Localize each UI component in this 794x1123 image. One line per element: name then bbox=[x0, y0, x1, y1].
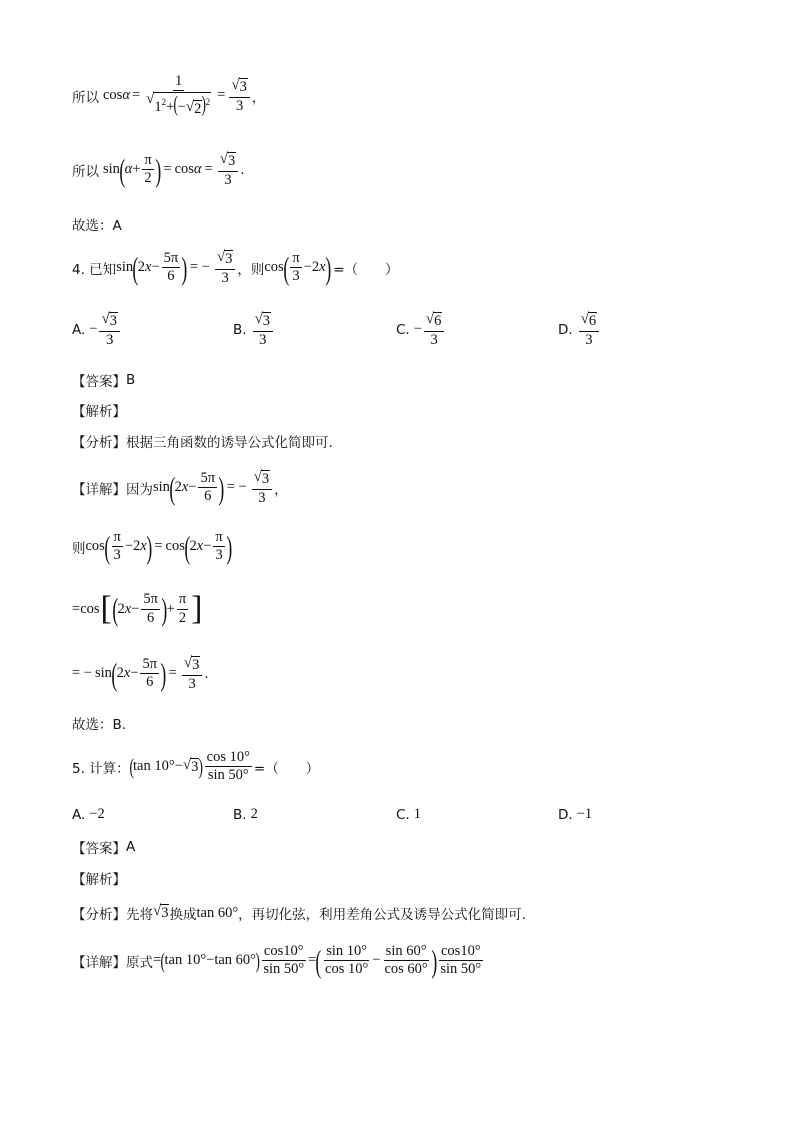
plus: + bbox=[166, 99, 175, 116]
fenxi-text-2: 换成 bbox=[169, 907, 197, 923]
tan-60: tan 60° bbox=[214, 952, 256, 969]
option-label: C. bbox=[396, 806, 410, 823]
option-label: C. bbox=[396, 321, 410, 338]
fn-cos: cos bbox=[85, 538, 105, 555]
fenxi-tag: 【分析】 bbox=[72, 435, 126, 451]
eq-sign: = bbox=[72, 600, 81, 617]
frac-num-3: sin 60° bbox=[384, 944, 429, 961]
fn-cos-2: cos bbox=[165, 538, 185, 555]
minus: − bbox=[130, 665, 139, 682]
minus: − bbox=[174, 758, 183, 775]
fraction-numerator: 1 bbox=[173, 74, 184, 91]
frac-num-2: π bbox=[213, 530, 224, 547]
minus-2: −2 bbox=[303, 259, 320, 276]
eq-sign: = − bbox=[189, 259, 210, 276]
q4-prefix: 4. 已知 bbox=[72, 261, 117, 278]
frac-den: 6 bbox=[204, 488, 212, 505]
option-den: 3 bbox=[259, 331, 267, 348]
result-num: 3 bbox=[227, 153, 236, 169]
frac-den: 3 bbox=[113, 547, 121, 564]
frac-den-2: 2 bbox=[178, 609, 187, 626]
eq-sign-2: = bbox=[217, 87, 226, 104]
tan-10: tan 10° bbox=[164, 952, 207, 969]
option-value: −2 bbox=[89, 806, 105, 822]
result-num: 3 bbox=[239, 79, 247, 95]
frac-num-4: cos10° bbox=[439, 944, 483, 961]
frac-num: π bbox=[112, 530, 123, 547]
fn-cos: cos bbox=[264, 259, 284, 276]
tan-60: tan 60° bbox=[196, 904, 239, 921]
fraction bbox=[162, 251, 181, 284]
var-x: x bbox=[181, 479, 189, 496]
option-num: 6 bbox=[434, 313, 442, 329]
result-den: 3 bbox=[235, 97, 244, 114]
q5-option-a bbox=[72, 806, 105, 823]
frac-den: 6 bbox=[167, 268, 175, 285]
eq-sign: = bbox=[154, 538, 163, 555]
text-prefix: 所以 bbox=[72, 163, 99, 180]
result-den: 3 bbox=[188, 675, 196, 692]
minus: − bbox=[206, 952, 215, 969]
den-exp1: 2 bbox=[161, 97, 167, 108]
frac-num: 5π bbox=[162, 251, 181, 268]
frac-den: 2 bbox=[144, 170, 152, 187]
result-num: 3 bbox=[225, 251, 233, 267]
result-den: 3 bbox=[221, 269, 229, 286]
plus: + bbox=[166, 600, 175, 617]
fenxi-text: 根据三角函数的诱导公式化简即可. bbox=[126, 435, 333, 451]
var-x: x bbox=[145, 259, 152, 276]
frac-den-4: sin 50° bbox=[440, 961, 482, 978]
var-x-2: x bbox=[196, 538, 204, 555]
eq-sign: = bbox=[131, 87, 141, 104]
blank-paren: =（ ） bbox=[333, 261, 399, 278]
den-exp2: 2 bbox=[205, 97, 211, 108]
answer-tag: 【答案】 bbox=[72, 841, 126, 857]
eq-sign-2: = bbox=[308, 952, 317, 969]
frac-num: π bbox=[290, 251, 301, 268]
frac-den: 6 bbox=[146, 674, 154, 691]
q4-detail-1: 【详解】 因为 sin ( 2 x − $\frac{5\pi}{6}$ ) = − √ 3 3 ， bbox=[72, 469, 288, 506]
tail: . bbox=[240, 161, 245, 178]
answer-tag: 【答案】 bbox=[72, 374, 126, 390]
option-sign: − bbox=[89, 321, 98, 338]
q4-option-c: C. − √ 6 3 bbox=[396, 312, 446, 348]
eq-sign: = − bbox=[226, 479, 247, 496]
q4-option-b: B. √ 3 3 bbox=[233, 312, 275, 348]
answer-value: B bbox=[126, 372, 136, 388]
detail-tag: 【详解】 bbox=[72, 954, 126, 971]
option-num: 3 bbox=[109, 313, 117, 329]
q4-detail-4: = − sin ( 2 x − $\frac{5\pi}{6}$ ) = √ 3 3 . bbox=[72, 655, 209, 692]
coef: 2 bbox=[174, 479, 182, 496]
fn-sin: sin bbox=[153, 479, 170, 496]
detail-tag: 【详解】 bbox=[72, 481, 126, 498]
var-alpha-2: α bbox=[193, 161, 202, 178]
var-alpha: α bbox=[122, 87, 130, 104]
frac-den-2: 3 bbox=[215, 547, 223, 564]
frac-den-2: cos 10° bbox=[325, 961, 369, 978]
frac-num: 5π bbox=[140, 657, 159, 674]
result-num: 3 bbox=[192, 657, 200, 673]
option-label: A. bbox=[72, 321, 86, 338]
coef: 2 bbox=[137, 259, 145, 276]
fn-sin: sin bbox=[94, 665, 112, 682]
frac-num-2: π bbox=[177, 592, 188, 609]
option-num: 6 bbox=[588, 313, 597, 329]
var-x: x bbox=[124, 600, 132, 617]
var-alpha: α bbox=[124, 161, 133, 178]
choose-a: 故选：A bbox=[72, 218, 122, 234]
eq-sign-2: = bbox=[204, 161, 213, 178]
fraction bbox=[142, 153, 153, 186]
option-label: D. bbox=[558, 321, 573, 338]
sqrt: √ $1^2+(-$ √ 2 )$^2$ bbox=[146, 91, 211, 118]
result-fraction: √ 3 3 bbox=[215, 250, 235, 286]
frac-num: cos 10° bbox=[205, 750, 252, 767]
fraction bbox=[144, 74, 213, 118]
option-label: B. bbox=[233, 321, 247, 338]
tan-10: tan 10° bbox=[133, 758, 175, 775]
var-x: x bbox=[123, 665, 131, 682]
minus-2: −2 bbox=[124, 538, 141, 555]
fenxi-text-1: 先将 bbox=[126, 907, 153, 923]
q4-fenxi bbox=[72, 431, 333, 451]
fraction-denominator bbox=[144, 91, 213, 118]
plus: + bbox=[132, 161, 141, 178]
q4-jiexi: 【解析】 bbox=[72, 404, 126, 420]
q4-detail-2: 则 cos ( $\frac{\pi}{3}$ −2 x ) = cos ( 2 x − $\frac{\pi}{3}$ ) bbox=[72, 528, 233, 565]
q4-answer bbox=[72, 370, 135, 390]
q5-option-c bbox=[396, 806, 421, 823]
minus: − bbox=[177, 99, 186, 116]
q5-answer bbox=[72, 837, 135, 857]
line-sin-alpha: 所以 sin ( α + $\frac{\pi}{2}$ ) = cos α = √ 3 3 . bbox=[72, 151, 245, 188]
q5-prefix: 5. 计算： bbox=[72, 760, 130, 777]
result-num: 3 bbox=[261, 471, 270, 487]
q4-option-a: A. − √ 3 3 bbox=[72, 312, 122, 348]
question-5: 5. 计算： ( tan 10° − √ 3 ) $\frac{\cos 10^\circ}{\sin 50^\circ}$ =（ ） bbox=[72, 749, 320, 784]
eq-sign-2: = bbox=[168, 665, 177, 682]
eq-sign: = bbox=[163, 161, 172, 178]
minus: − bbox=[151, 259, 160, 276]
q5-fenxi: 【分析】 先将 √ 3 换成 tan 60° ，再切化弦，利用差角公式及诱导公式化简即可. bbox=[72, 903, 526, 923]
line-cos-alpha bbox=[72, 74, 265, 118]
option-value: −1 bbox=[576, 806, 593, 822]
result-fraction: √ 3 3 bbox=[218, 152, 238, 188]
frac-num-2: sin 10° bbox=[324, 944, 369, 961]
coef: 2 bbox=[189, 538, 197, 555]
tail: ， bbox=[251, 89, 266, 106]
radicand: 2 bbox=[194, 101, 202, 118]
coef: 2 bbox=[117, 600, 125, 617]
fn-sin: sin bbox=[116, 259, 134, 276]
eq-sign: = − bbox=[72, 665, 92, 682]
minus: − bbox=[131, 600, 140, 617]
q5-detail: 【详解】 原式 = ( tan 10° − tan 60° ) $\frac{\cos 10^\circ}{\sin 50^\circ}$ = ( $\frac{\sin 10^\circ}{\cos 10^\circ}$ − $\frac{\sin 60^\circ}{\cos 60^\circ}$ ) $\frac{\cos 10^\circ}{\sin 50^\circ}$ bbox=[72, 942, 482, 979]
fn-cos: cos bbox=[103, 87, 123, 104]
minus-2: − bbox=[372, 952, 381, 969]
option-label: A. bbox=[72, 806, 86, 823]
blank-paren: =（ ） bbox=[253, 760, 320, 777]
prefix: 则 bbox=[72, 540, 86, 557]
frac-num: cos10° bbox=[262, 944, 306, 961]
option-label: D. bbox=[558, 806, 573, 823]
q4-detail-3: = cos [ ( 2 x − $\frac{5\pi}{6}$ ) + $\frac{\pi}{2}$ ] bbox=[72, 590, 203, 627]
frac-den-3: cos 60° bbox=[384, 961, 428, 978]
minus: − bbox=[203, 538, 212, 555]
option-num: 3 bbox=[262, 313, 271, 329]
eq-sign: = bbox=[153, 952, 162, 969]
frac-den: sin 50° bbox=[207, 767, 249, 784]
option-den: 3 bbox=[106, 331, 114, 348]
result-den: 3 bbox=[224, 171, 232, 188]
den-one: 1 bbox=[154, 99, 162, 116]
fn-cos: cos bbox=[80, 600, 100, 617]
frac-num: 5π bbox=[198, 471, 217, 488]
option-label: B. bbox=[233, 806, 247, 823]
text-prefix: 所以 bbox=[72, 89, 99, 106]
then-text: ，则 bbox=[237, 261, 265, 278]
fenxi-text-3: ，再切化弦，利用差角公式及诱导公式化简即可. bbox=[238, 907, 526, 923]
q5-jiexi: 【解析】 bbox=[72, 872, 126, 888]
option-value: 1 bbox=[413, 806, 421, 822]
q5-option-d bbox=[558, 806, 592, 823]
option-den: 3 bbox=[585, 331, 593, 348]
q4-option-d: D. √ 6 3 bbox=[558, 312, 601, 348]
coef: 2 bbox=[116, 665, 124, 682]
result-den: 3 bbox=[258, 489, 266, 506]
radicand: 3 bbox=[191, 758, 199, 775]
option-sign: − bbox=[413, 321, 422, 338]
fraction-2 bbox=[290, 251, 301, 284]
option-den: 3 bbox=[430, 331, 438, 348]
detail-intro: 原式 bbox=[126, 954, 153, 971]
result-fraction: √ 3 3 bbox=[229, 78, 249, 114]
fn-cos: cos bbox=[174, 161, 194, 178]
frac-num: π bbox=[142, 153, 153, 170]
option-value: 2 bbox=[250, 806, 258, 822]
tail: . bbox=[204, 665, 209, 682]
radicand: 3 bbox=[161, 905, 169, 922]
choose-b: 故选：B. bbox=[72, 717, 127, 733]
var-x: x bbox=[140, 538, 147, 555]
detail-intro: 因为 bbox=[126, 481, 153, 498]
answer-value: A bbox=[126, 839, 136, 855]
frac-den: 6 bbox=[147, 609, 155, 626]
q5-option-b bbox=[233, 806, 258, 823]
fenxi-tag: 【分析】 bbox=[72, 907, 126, 923]
minus: − bbox=[188, 479, 197, 496]
tail: ， bbox=[274, 481, 288, 498]
fn-sin: sin bbox=[103, 161, 120, 178]
frac-num: 5π bbox=[141, 592, 160, 609]
frac-den: 3 bbox=[292, 268, 300, 285]
frac-den: sin 50° bbox=[263, 961, 305, 978]
question-4: 4. 已知 sin ( 2 x − $\frac{5\pi}{6}$ ) = − √ 3 3 ，则 cos ( $\frac{\pi}{3}$ −2 x ) =（ ） bbox=[72, 249, 399, 286]
